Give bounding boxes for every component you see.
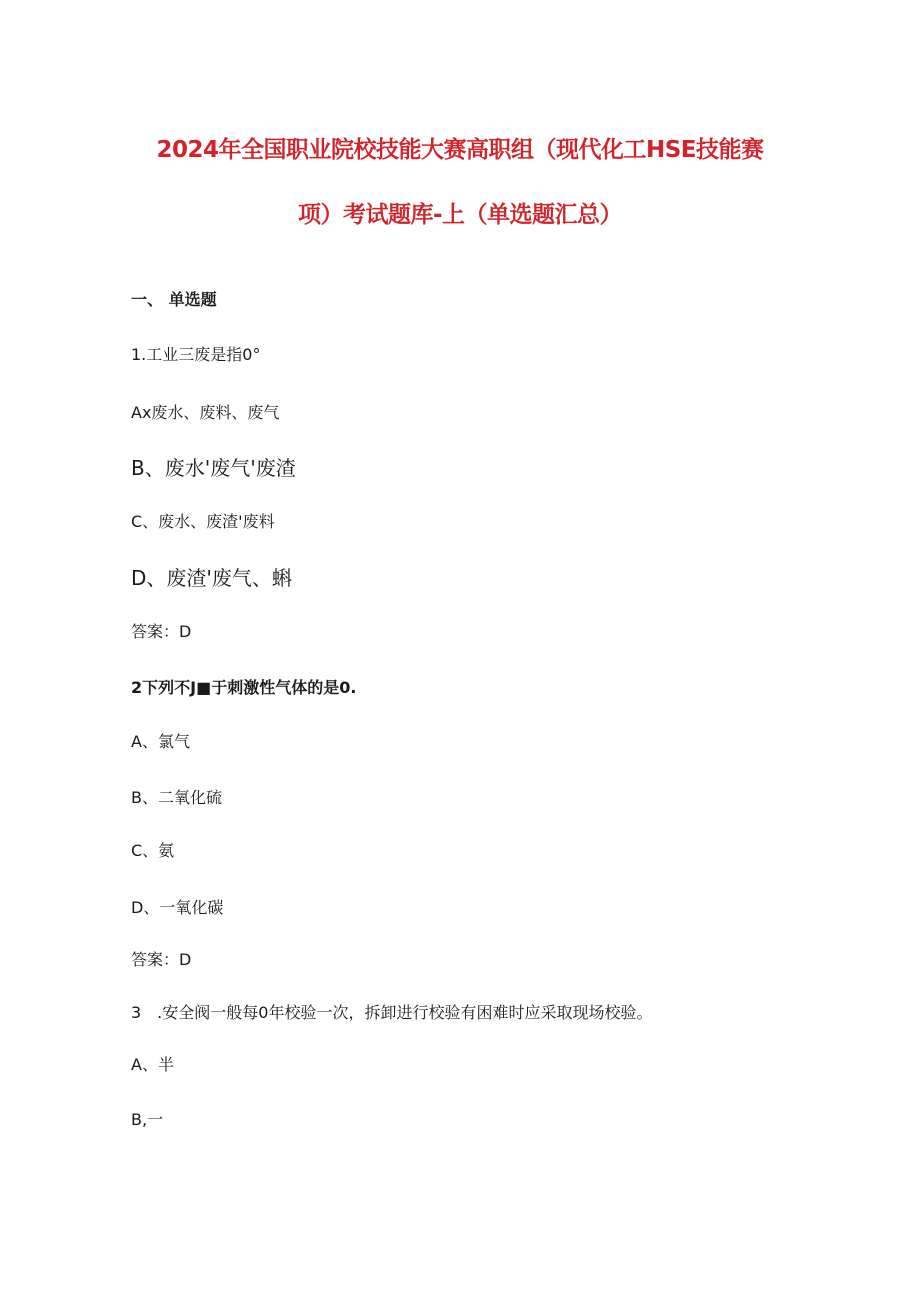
document-title-line-2: 项）考试题库-上（单选题汇总）	[297, 202, 623, 228]
question-1-answer: 答案：D	[131, 622, 192, 641]
question-1-option-a: Ax废水、废料、废气	[131, 403, 280, 422]
question-2-option-a: A、氯气	[131, 732, 190, 751]
question-1-option-d: D、废渣'废气、蝌	[131, 566, 292, 590]
section-heading: 一、 单选题	[131, 290, 217, 309]
question-2-answer: 答案：D	[131, 950, 192, 969]
question-2-option-b: B、二氧化硫	[131, 788, 222, 807]
question-3-option-b: B,一	[131, 1110, 164, 1129]
question-1-stem: 1.工业三废是指0°	[131, 345, 261, 364]
question-2-stem: 2下列不J■于刺激性气体的是0.	[131, 678, 357, 697]
question-1-option-c: C、废水、废渣'废料	[131, 512, 275, 531]
question-2-option-d: D、一氧化碳	[131, 898, 224, 917]
question-2-option-c: C、氨	[131, 841, 175, 860]
question-3-option-a: A、半	[131, 1055, 174, 1074]
question-3-stem: 3 .安全阀一般每0年校验一次，拆卸进行校验有困难时应采取现场校验。	[131, 1003, 653, 1022]
question-1-option-b: B、废水'废气'废渣	[131, 456, 296, 480]
document-title-line-1: 2024年全国职业院校技能大赛高职组（现代化工HSE技能赛	[156, 137, 764, 163]
